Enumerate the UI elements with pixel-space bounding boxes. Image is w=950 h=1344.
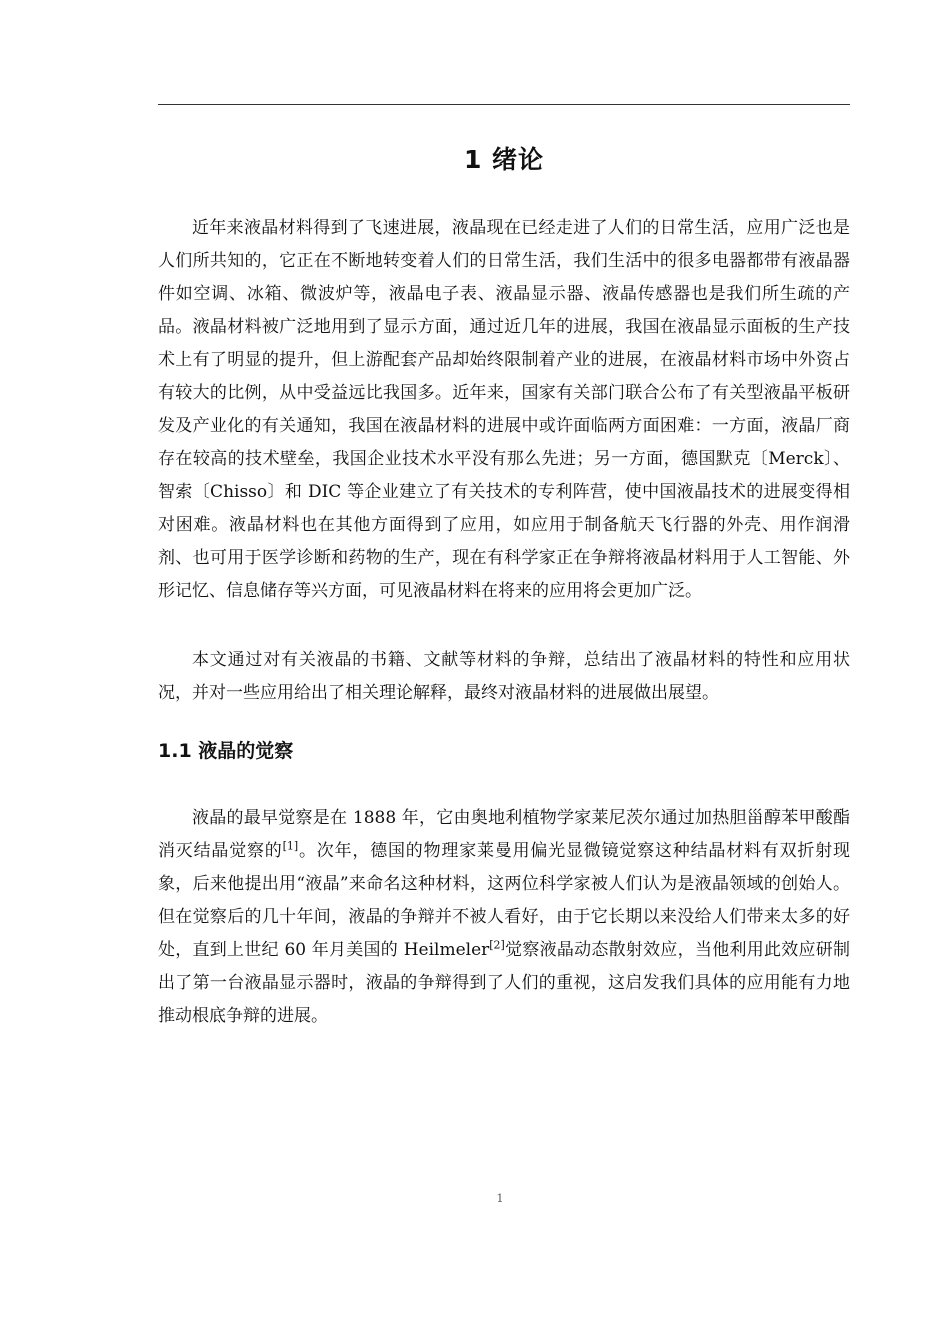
page-number: 1 xyxy=(496,1192,504,1205)
intro-paragraph-2: 本文通过对有关液晶的书籍、文献等材料的争辩，总结出了液晶材料的特性和应用状况，并对一些应用给出了相关理论解释，最终对液晶材料的进展做出展望。 xyxy=(158,650,850,703)
citation-ref-1[interactable]: [1] xyxy=(282,839,299,853)
section-text-b: 。次年，德国的物理家莱曼用偏光显微镜觉察这种结晶材料有双折射现象，后来他提出用“液晶”来命名这种材料，这两位科学家被人们认为是液晶领域的创始人。但在觉察后的几十年间，液晶的争辩并不被人看好，由于它长期以来没给人们带来太多的好处，直到上世纪 60 年月美国的 Heilmeler xyxy=(158,841,851,960)
citation-ref-2[interactable]: [2] xyxy=(489,938,505,952)
section-paragraph xyxy=(158,802,850,1033)
section-title: 1.1 液晶的觉察 xyxy=(158,740,294,762)
header-rule xyxy=(158,104,850,105)
section-text-a: 液晶的最早觉察是在 1888 年，它由奥地利植物学家莱尼茨尔通过加热胆甾醇苯甲酸酯消灭结晶觉察的 xyxy=(158,808,850,861)
intro-paragraph-1: 近年来液晶材料得到了飞速进展，液晶现在已经走进了人们的日常生活，应用广泛也是人们所共知的，它正在不断地转变着人们的日常生活，我们生活中的很多电器都带有液晶器件如空调、冰箱、微波炉等，液晶电子表、液晶显示器、液晶传感器也是我们所生疏的产品。液晶材料被广泛地用到了显示方面，通过近几年的进展，我国在液晶显示面板的生产技术上有了明显的提升，但上游配套产品却始终限制着产业的进展，在液晶材料市场中外资占有较大的比例，从中受益远比我国多。近年来，国家有关部门联合公布了有关型液晶平板研发及产业化的有关通知，我国在液晶材料的进展中或许面临两方面困难：一方面，液晶厂商存在较高的技术壁垒，我国企业技术水平没有那么先进；另一方面，德国默克〔Merck〕、智索〔Chisso〕和 DIC 等企业建立了有关技术的专利阵营，使中国液晶技术的进展变得相对困难。液晶材料也在其他方面得到了应用，如应用于制备航天飞行器的外壳、用作润滑剂、也可用于医学诊断和药物的生产，现在有科学家正在争辩将液晶材料用于人工智能、外形记忆、信息储存等兴方面，可见液晶材料在将来的应用将会更加广泛。 xyxy=(158,218,850,601)
section-text-c: 觉察液晶动态散射效应，当他利用此效应研制出了第一台液晶显示器时，液晶的争辩得到了人们的重视，这启发我们具体的应用能有力地推动根底争辩的进展。 xyxy=(158,940,850,1026)
chapter-title: 1 绪论 xyxy=(463,145,545,174)
